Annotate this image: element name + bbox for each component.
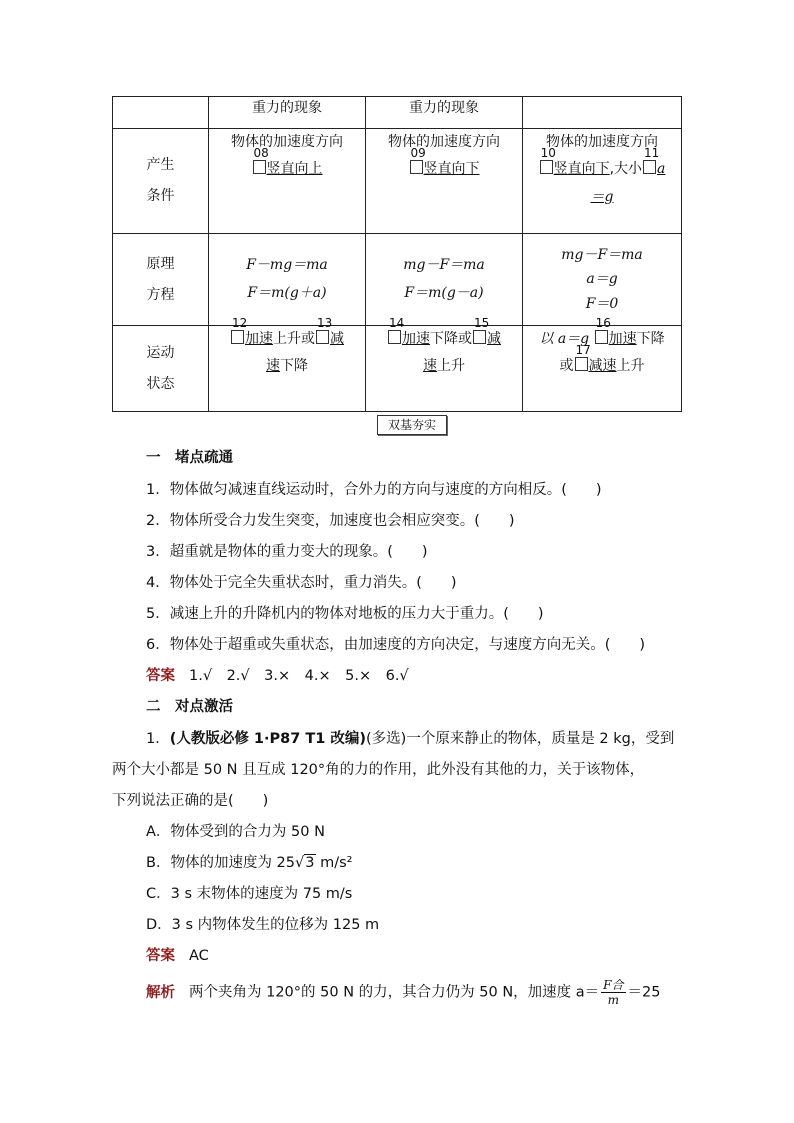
answer-value: AC: [189, 948, 209, 964]
question-text: (多选)一个原来静止的物体，质量是 2 kg，受到: [366, 731, 675, 747]
answer-label: 答案: [146, 668, 175, 684]
blank-number-box: 11: [643, 160, 656, 174]
cell-complete-weightless-equation: [523, 234, 682, 326]
cell-text: ,大小: [609, 161, 643, 178]
fraction-numerator: F合: [603, 978, 624, 992]
statement-item: 6．物体处于超重或失重状态，由加速度的方向决定，与速度方向无关。( ): [146, 637, 646, 653]
row-label-line: 运动: [146, 344, 175, 361]
overweight-weightless-table: [112, 96, 682, 412]
fraction: [601, 978, 625, 1007]
cell-text: 下降: [636, 331, 665, 347]
explanation-text: ＝25: [627, 984, 661, 1001]
cell-text: 下降或: [430, 331, 472, 347]
row-label-line: 条件: [146, 188, 175, 204]
sqrt-radicand: 3: [305, 855, 315, 871]
fill-answer: 加速: [402, 331, 430, 347]
cell-overweight-equation: [209, 234, 366, 326]
fraction-denominator: m: [607, 993, 620, 1007]
statement-item: 5．减速上升的升降机内的物体对地板的压力大于重力。( ): [146, 606, 544, 622]
equation-line: F＝m(g＋a): [247, 284, 327, 301]
cell-line: [368, 353, 520, 380]
cell-line: [211, 146, 363, 183]
cell-line: [525, 146, 679, 183]
cell-line: 物体的加速度方向: [388, 134, 500, 150]
blank-number-box: 15: [473, 330, 486, 344]
section-heading-2: 二 对点激活: [146, 699, 233, 715]
fill-answer: 减速: [588, 358, 617, 375]
answer-label: 答案: [146, 948, 175, 964]
row-label-motion-state: [113, 326, 209, 412]
equation-line: F＝0: [585, 295, 619, 312]
fill-answer: 竖直向下: [553, 161, 610, 178]
answer-line-1: [146, 664, 409, 685]
cell-text: 以 a＝g: [539, 331, 594, 347]
row-label-line: 状态: [146, 375, 175, 392]
fill-answer: 竖直向下: [423, 161, 480, 178]
cell-weightless-state: [366, 316, 523, 412]
cell-line: [211, 316, 363, 353]
sqrt-sign: √: [295, 855, 305, 871]
cell-overweight-state: [209, 316, 366, 412]
answer-value: 1.√ 2.√ 3.× 4.× 5.× 6.√: [189, 668, 409, 684]
cell-overweight-condition: [209, 129, 366, 234]
blank-number-box: 14: [388, 330, 401, 344]
cell-complete-weightless-state: [523, 316, 682, 412]
option-unit: m/s²: [315, 855, 353, 871]
row-label-equations: [113, 234, 209, 326]
header-cell-weightless: 重力的现象: [366, 97, 523, 129]
cell-line: [368, 316, 520, 353]
header-cell-complete-weightless: [523, 97, 682, 129]
cell-text: 上升: [437, 358, 465, 375]
equation-line: a＝g: [586, 271, 618, 288]
fill-answer: a: [657, 161, 666, 178]
cell-line: [368, 146, 520, 183]
explanation-text: 两个夹角为 120°的 50 N 的力，其合力仍为 50 N，加速度 a＝: [189, 984, 600, 1001]
statement-item: 4．物体处于完全失重状态时，重力消失。( ): [146, 575, 457, 591]
blank-number-box: 12: [231, 330, 244, 344]
fill-answer: 竖直向上: [266, 161, 323, 178]
cell-text: 上升或: [273, 331, 315, 347]
row-label-line: 产生: [146, 157, 175, 173]
statement-item: 3．超重就是物体的重力变大的现象。( ): [146, 544, 428, 560]
cell-line: 物体的加速度方向: [546, 134, 658, 150]
row-label-line: 原理: [146, 255, 175, 272]
cell-line: [525, 343, 679, 380]
fill-answer: 速: [266, 358, 280, 375]
cell-complete-weightless-condition: [523, 129, 682, 234]
table-row-motion-state: [113, 326, 682, 412]
question-number: 1．: [146, 731, 170, 747]
option-d: D．3 s 内物体发生的位移为 125 m: [146, 917, 380, 933]
cell-line: [525, 316, 679, 353]
fill-answer: 加速: [608, 331, 637, 347]
row-label-line: 方程: [146, 286, 175, 303]
question-line: 两个大小都是 50 N 且互成 120°角的力的作用，此外没有其他的力，关于该物体，: [112, 762, 645, 778]
option-text: B．物体的加速度为 25: [146, 855, 296, 871]
blank-number-box: 09: [410, 160, 423, 174]
section-tag-basics: 双基夯实: [377, 415, 447, 435]
table-row-equations: [113, 234, 682, 326]
header-cell-overweight: 重力的现象: [209, 97, 366, 129]
option-a: A．物体受到的合力为 50 N: [146, 824, 325, 840]
cell-weightless-condition: [366, 129, 523, 234]
equation-line: F＝m(g－a): [404, 284, 484, 301]
explanation-line: [146, 978, 660, 1007]
answer-line-2: [146, 944, 209, 965]
table-header-row: [113, 97, 682, 129]
header-cell-empty: [113, 97, 209, 129]
option-c: C．3 s 末物体的速度为 75 m/s: [146, 886, 353, 902]
cell-text: 或: [559, 358, 574, 375]
cell-text: 上升: [616, 358, 645, 375]
cell-weightless-equation: [366, 234, 523, 326]
cell-line: [211, 353, 363, 380]
blank-number-box: 13: [316, 330, 329, 344]
question-line: 下列说法正确的是( ): [112, 793, 269, 809]
blank-number-box: 16: [595, 330, 608, 344]
blank-number-box: 17: [575, 357, 588, 371]
blank-number-box: 08: [253, 160, 266, 174]
equation-line: mg－F＝ma: [403, 257, 485, 274]
equation-line: mg－F＝ma: [561, 246, 643, 263]
question-source: (人教版必修 1·P87 T1 改编): [169, 731, 367, 747]
statement-item: 1．物体做匀减速直线运动时，合外力的方向与速度的方向相反。( ): [146, 482, 602, 498]
equation-line: F－mg＝ma: [246, 257, 328, 274]
row-label-conditions: [113, 129, 209, 234]
cell-line: 物体的加速度方向: [231, 134, 343, 150]
table-row-conditions: [113, 129, 682, 234]
section-heading-1: 一 堵点疏通: [146, 450, 233, 466]
blank-number-box: 10: [540, 160, 553, 174]
cell-line: [525, 184, 679, 211]
fill-answer: 减: [330, 331, 344, 347]
fill-answer: 速: [423, 358, 437, 375]
fill-answer: 加速: [245, 331, 273, 347]
explanation-label: 解析: [146, 984, 175, 1001]
question-line: [146, 727, 674, 748]
cell-text: 下降: [280, 358, 308, 375]
option-b: [146, 851, 353, 872]
fill-answer: ＝g: [590, 188, 614, 205]
statement-item: 2．物体所受合力发生突变，加速度也会相应突变。( ): [146, 513, 515, 529]
fill-answer: 减: [487, 331, 501, 347]
